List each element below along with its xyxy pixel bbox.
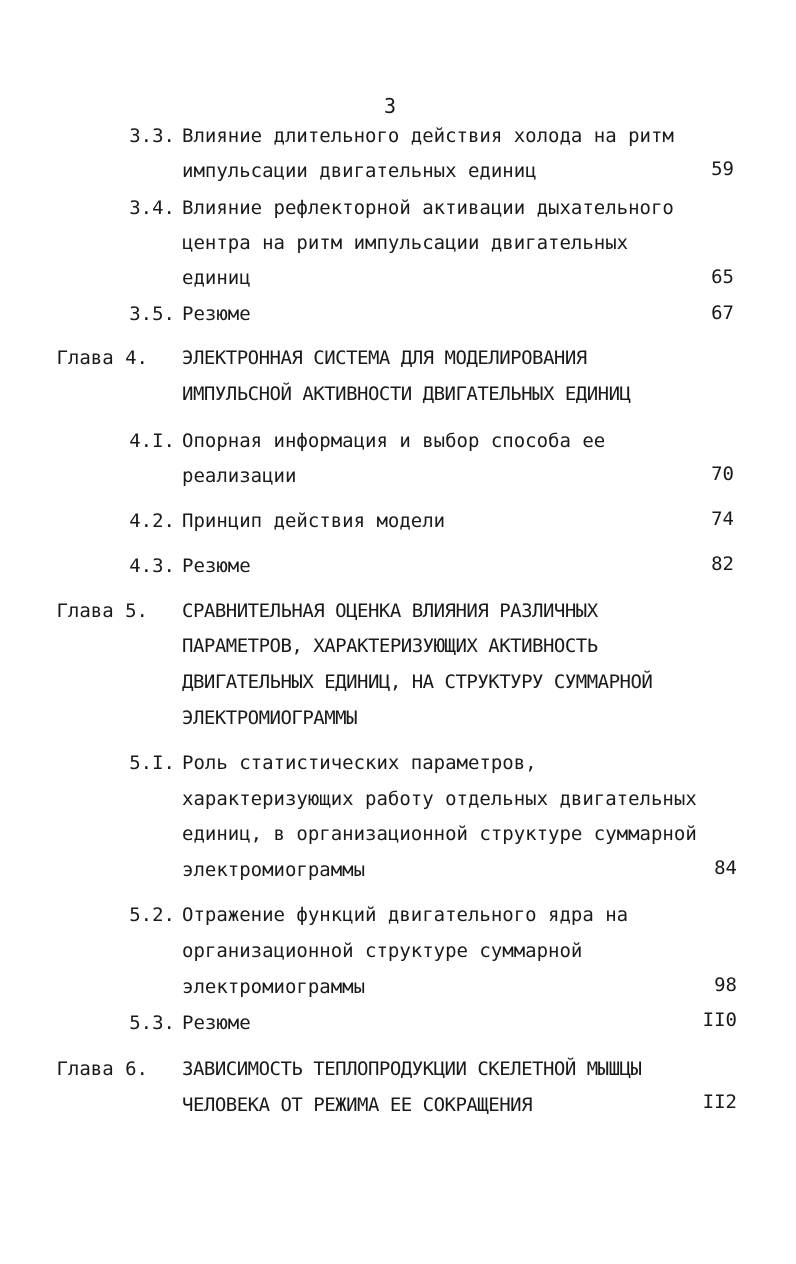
toc-entry-page: 65 <box>711 266 734 288</box>
toc-entry-label: 3.4. <box>129 197 175 219</box>
toc-entry-page: II0 <box>702 1009 737 1031</box>
toc-chapter-title: СРАВНИТЕЛЬНАЯ ОЦЕНКА ВЛИЯНИЯ РАЗЛИЧНЫХ <box>182 600 598 622</box>
toc-chapter-title: ЗАВИСИМОСТЬ ТЕПЛОПРОДУКЦИИ СКЕЛЕТНОЙ МЫШЦЫ <box>182 1058 642 1080</box>
toc-entry-label: 4.I. <box>129 430 175 452</box>
toc-entry-page: 74 <box>711 508 734 530</box>
toc-entry-text: Резюме <box>182 303 251 325</box>
toc-entry-label: 5.3. <box>129 1012 175 1034</box>
toc-entry-page: 84 <box>714 857 737 879</box>
toc-entry-label: 5.I. <box>129 752 175 774</box>
toc-chapter-title: ЭЛЕКТРОМИОГРАММЫ <box>182 707 358 729</box>
toc-entry-label: 4.2. <box>129 510 175 532</box>
toc-entry-text: Резюме <box>182 1012 251 1034</box>
toc-entry-page: 70 <box>711 463 734 485</box>
toc-chapter-label: Глава 4. <box>56 347 148 369</box>
toc-entry-text: организационной структуре суммарной <box>182 940 583 962</box>
toc-entry-page: 82 <box>711 553 734 575</box>
toc-entry-text: электромиограммы <box>182 859 366 881</box>
toc-entry-label: 3.3. <box>129 125 175 147</box>
toc-entry-text: Принцип действия модели <box>182 510 446 532</box>
toc-entry-text: центра на ритм импульсации двигательных <box>182 232 629 254</box>
toc-entry-text: Влияние длительного действия холода на ритм <box>182 125 674 147</box>
toc-entry-text: Влияние рефлекторной активации дыхательного <box>182 197 674 219</box>
toc-entry-text: Резюме <box>182 555 251 577</box>
toc-chapter-title: ПАРАМЕТРОВ, ХАРАКТЕРИЗУЮЩИХ АКТИВНОСТЬ <box>182 635 598 657</box>
toc-entry-text: импульсации двигательных единиц <box>182 160 537 182</box>
toc-entry-page: II2 <box>702 1091 737 1113</box>
toc-entry-label: 3.5. <box>129 303 175 325</box>
toc-entry-text: реализации <box>182 465 297 487</box>
toc-entry-text: Роль статистических параметров, <box>182 752 537 774</box>
toc-entry-page: 98 <box>714 974 737 996</box>
page-number: 3 <box>384 94 397 118</box>
toc-chapter-label: Глава 6. <box>56 1058 148 1080</box>
toc-chapter-title: ДВИГАТЕЛЬНЫХ ЕДИНИЦ, НА СТРУКТУРУ СУММАРНОЙ <box>182 671 653 693</box>
toc-chapter-label: Глава 5. <box>56 600 148 622</box>
toc-entry-label: 5.2. <box>129 904 175 926</box>
toc-entry-page: 59 <box>711 158 734 180</box>
toc-entry-text: характеризующих работу отдельных двигательных <box>182 788 697 810</box>
toc-entry-page: 67 <box>711 302 734 324</box>
toc-entry-text: Отражение функций двигательного ядра на <box>182 904 629 926</box>
toc-chapter-title: ЧЕЛОВЕКА ОТ РЕЖИМА ЕЕ СОКРАЩЕНИЯ <box>182 1094 533 1116</box>
toc-entry-text: электромиограммы <box>182 976 366 998</box>
toc-chapter-title: ЭЛЕКТРОННАЯ СИСТЕМА ДЛЯ МОДЕЛИРОВАНИЯ <box>182 347 587 369</box>
toc-entry-label: 4.3. <box>129 555 175 577</box>
toc-entry-text: единиц, в организационной структуре суммарной <box>182 823 697 845</box>
toc-entry-text: Опорная информация и выбор способа ее <box>182 430 606 452</box>
toc-entry-text: единиц <box>182 267 251 289</box>
toc-chapter-title: ИМПУЛЬСНОЙ АКТИВНОСТИ ДВИГАТЕЛЬНЫХ ЕДИНИЦ <box>182 383 631 405</box>
